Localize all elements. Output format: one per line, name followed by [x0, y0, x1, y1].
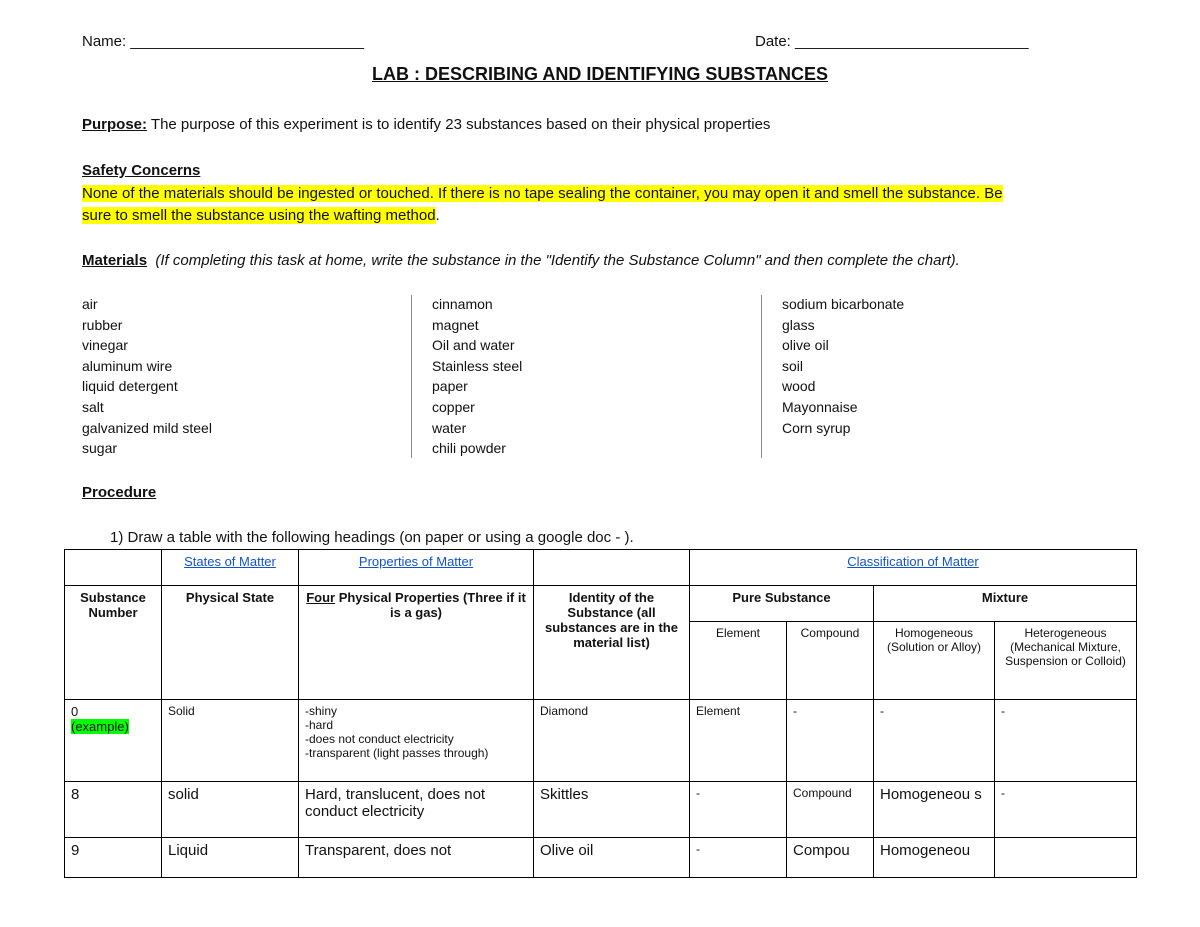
material-item: vinegar [82, 337, 128, 354]
material-item: Mayonnaise [782, 398, 858, 415]
example-highlight: (example) [71, 719, 129, 734]
materials-col-1 [82, 294, 212, 459]
header-mixture: Mixture [874, 586, 1137, 622]
material-item: soil [782, 357, 804, 374]
cell-state: Solid [162, 700, 299, 782]
safety-label: Safety Concerns [82, 162, 201, 179]
header-physical-properties: Four Physical Properties (Three if it is a gas) [299, 586, 534, 700]
properties-of-matter-link[interactable]: Properties of Matter [299, 550, 534, 586]
cell-compound: Compou [787, 838, 874, 878]
cell-properties [299, 700, 534, 782]
column-divider [411, 295, 412, 458]
table-row [65, 838, 1137, 878]
cell-identity: Skittles [534, 782, 690, 838]
cell-homogeneous: Homogeneou s [874, 782, 995, 838]
procedure-label: Procedure [82, 484, 157, 501]
empty-cell [65, 550, 162, 586]
material-item: Stainless steel [432, 357, 523, 374]
material-item: wood [782, 378, 816, 395]
materials-section [82, 252, 960, 269]
table-row [65, 700, 1137, 782]
materials-note: (If completing this task at home, write the substance in the "Identify the Substance Column" and then complete the chart). [155, 252, 960, 269]
cell-heterogeneous: - [995, 782, 1137, 838]
empty-cell [534, 550, 690, 586]
header-identity: Identity of the Substance (all substances are in the material list) [534, 586, 690, 700]
header-pure-substance: Pure Substance [690, 586, 874, 622]
cell-homogeneous: - [874, 700, 995, 782]
cell-element: - [690, 838, 787, 878]
cell-identity: Diamond [534, 700, 690, 782]
cell-state: solid [162, 782, 299, 838]
cell-element: - [690, 782, 787, 838]
material-item: air [82, 296, 98, 312]
cell-compound: Compound [787, 782, 874, 838]
material-item: sugar [82, 440, 118, 457]
materials-col-3 [782, 294, 904, 438]
header-homogeneous: Homogeneous (Solution or Alloy) [874, 622, 995, 700]
material-item: olive oil [782, 337, 829, 354]
header-compound: Compound [787, 622, 874, 700]
date-field: Date: ____________________________ [755, 33, 1029, 50]
cell-compound: - [787, 700, 874, 782]
cell-number: 0 (example) [65, 700, 162, 782]
material-item: rubber [82, 316, 123, 333]
property-line: -shiny [305, 704, 338, 718]
cell-homogeneous: Homogeneou [874, 838, 995, 878]
states-of-matter-link[interactable]: States of Matter [162, 550, 299, 586]
property-line: -transparent (light passes through) [305, 746, 489, 760]
material-item: chili powder [432, 440, 506, 457]
material-item: Oil and water [432, 337, 515, 354]
header-substance-number: Substance Number [65, 586, 162, 700]
cell-state: Liquid [162, 838, 299, 878]
header-element: Element [690, 622, 787, 700]
material-item: sodium bicarbonate [782, 296, 905, 312]
materials-label: Materials [82, 252, 148, 269]
cell-identity: Olive oil [534, 838, 690, 878]
lab-table [64, 549, 1137, 878]
purpose-section [82, 116, 770, 133]
cell-number: 9 [65, 838, 162, 878]
material-item: cinnamon [432, 296, 493, 312]
material-item: paper [432, 378, 468, 395]
purpose-label: Purpose: [82, 116, 148, 133]
material-item: water [432, 419, 467, 436]
header-heterogeneous: Heterogeneous (Mechanical Mixture, Suspension or Colloid) [995, 622, 1137, 700]
name-field: Name: ____________________________ [82, 33, 364, 50]
property-line: -does not conduct electricity [305, 732, 454, 746]
material-item: copper [432, 398, 475, 415]
cell-heterogeneous: - [995, 700, 1137, 782]
cell-properties: Transparent, does not [299, 838, 534, 878]
materials-col-2 [432, 294, 522, 459]
page-title: LAB : DESCRIBING AND IDENTIFYING SUBSTANCES [371, 64, 828, 84]
material-item: liquid detergent [82, 378, 178, 395]
material-item: Corn syrup [782, 419, 851, 436]
cell-heterogeneous [995, 838, 1137, 878]
material-item: aluminum wire [82, 357, 173, 374]
safety-text: None of the materials should be ingested or touched. If there is no tape sealing the container, you may open it and smell the substance. Be sure to smell the substance using the wafting method. [82, 185, 1003, 224]
purpose-text: The purpose of this experiment is to identify 23 substances based on their physical properties [147, 116, 771, 133]
cell-element: Element [690, 700, 787, 782]
cell-number: 8 [65, 782, 162, 838]
cell-properties: Hard, translucent, does not conduct electricity [299, 782, 534, 838]
column-divider [761, 295, 762, 458]
material-item: galvanized mild steel [82, 419, 212, 436]
material-item: salt [82, 398, 104, 415]
material-item: glass [782, 316, 815, 333]
material-item: magnet [432, 316, 479, 333]
property-line: -hard [305, 718, 334, 732]
table-row [65, 782, 1137, 838]
header-physical-state: Physical State [162, 586, 299, 700]
procedure-step-1: 1) Draw a table with the following headings (on paper or using a google doc - ). [110, 529, 634, 546]
classification-of-matter-link[interactable]: Classification of Matter [690, 550, 1137, 586]
